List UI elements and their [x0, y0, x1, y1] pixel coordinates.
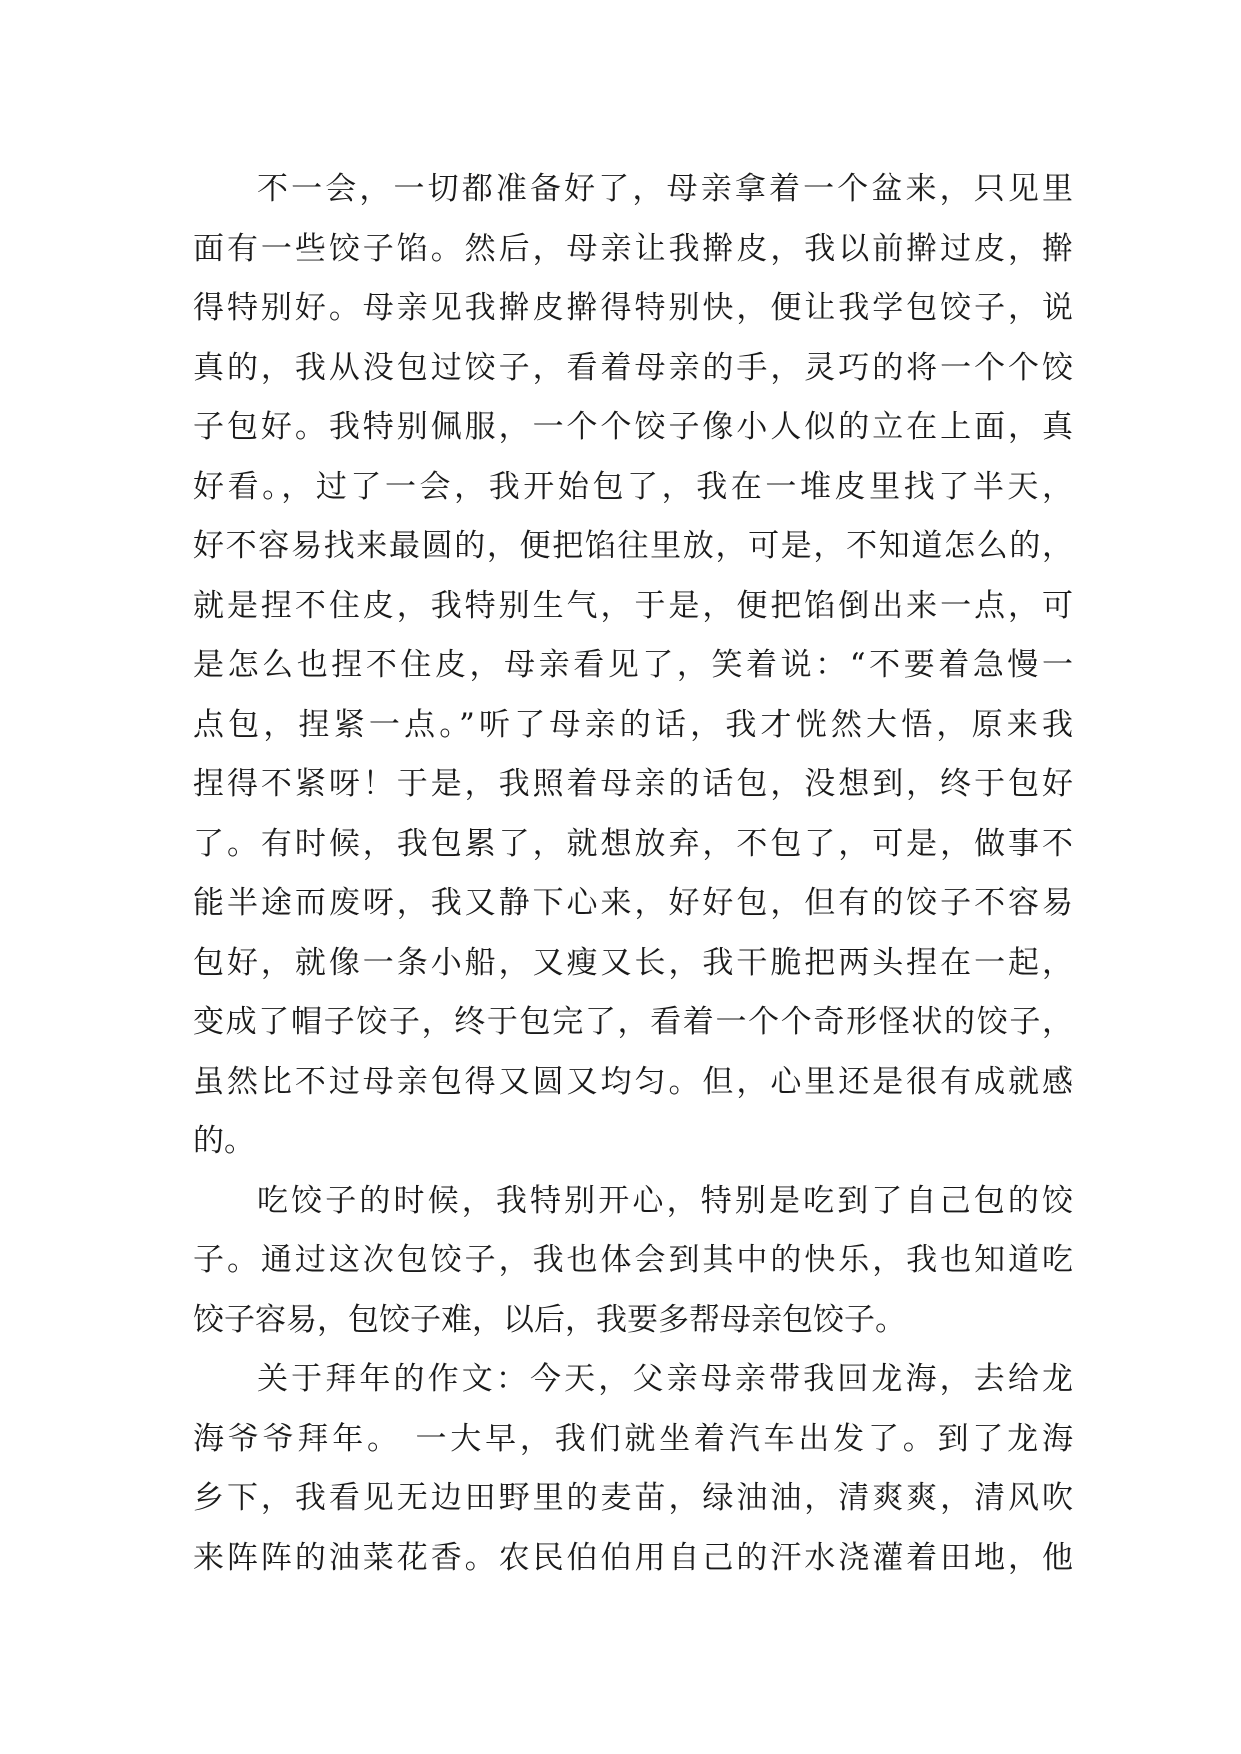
text-line: 的。 — [193, 1123, 255, 1159]
text-line: 虽然比不过母亲包得又圆又均匀。但，心里还是很有成就感 — [193, 1063, 1073, 1100]
text-line: 就是捏不住皮，我特别生气，于是，便把馅倒出来一点，可 — [193, 587, 1073, 624]
text-line: 是怎么也捏不住皮，母亲看见了，笑着说：“不要着急慢一 — [193, 647, 1073, 683]
text-line: 捏得不紧呀！于是，我照着母亲的话包，没想到，终于包好 — [193, 766, 1073, 802]
text-line: 关于拜年的作文：今天，父亲母亲带我回龙海，去给龙 — [257, 1361, 1073, 1397]
paragraph-eating-dumplings — [193, 1172, 1073, 1351]
paragraph-new-year-visit — [193, 1350, 1073, 1588]
text-line: 点包，捏紧一点。”听了母亲的话，我才恍然大悟，原来我 — [193, 706, 1073, 743]
text-line: 真的，我从没包过饺子，看着母亲的手，灵巧的将一个个饺 — [193, 349, 1073, 386]
text-line: 海爷爷拜年。 一大早，我们就坐着汽车出发了。到了龙海 — [193, 1420, 1073, 1457]
text-line: 子包好。我特别佩服，一个个饺子像小人似的立在上面，真 — [193, 409, 1073, 445]
text-line: 包好，就像一条小船，又瘦又长，我干脆把两头捏在一起， — [193, 944, 1073, 981]
text-line: 来阵阵的油菜花香。农民伯伯用自己的汗水浇灌着田地，他 — [193, 1539, 1073, 1576]
text-line: 饺子容易，包饺子难，以后，我要多帮母亲包饺子。 — [193, 1301, 906, 1338]
text-line: 好看。，过了一会，我开始包了，我在一堆皮里找了半天， — [193, 468, 1073, 505]
text-line: 吃饺子的时候，我特别开心，特别是吃到了自己包的饺 — [257, 1182, 1073, 1219]
text-line: 子。通过这次包饺子，我也体会到其中的快乐，我也知道吃 — [193, 1242, 1073, 1278]
text-line: 面有一些饺子馅。然后，母亲让我擀皮，我以前擀过皮，擀 — [193, 230, 1073, 267]
text-line: 变成了帽子饺子，终于包完了，看着一个个奇形怪状的饺子， — [193, 1004, 1073, 1040]
text-line: 能半途而废呀，我又静下心来，好好包，但有的饺子不容易 — [193, 885, 1073, 921]
text-line: 好不容易找来最圆的，便把馅往里放，可是，不知道怎么的， — [193, 528, 1073, 564]
document-body — [193, 160, 1073, 1588]
text-line: 不一会，一切都准备好了，母亲拿着一个盆来，只见里 — [257, 171, 1073, 207]
text-line: 乡下，我看见无边田野里的麦苗，绿油油，清爽爽，清风吹 — [193, 1480, 1073, 1516]
paragraph-dumplings — [193, 160, 1073, 1172]
text-line: 得特别好。母亲见我擀皮擀得特别快，便让我学包饺子，说 — [193, 290, 1073, 326]
text-line: 了。有时候，我包累了，就想放弃，不包了，可是，做事不 — [193, 825, 1073, 862]
